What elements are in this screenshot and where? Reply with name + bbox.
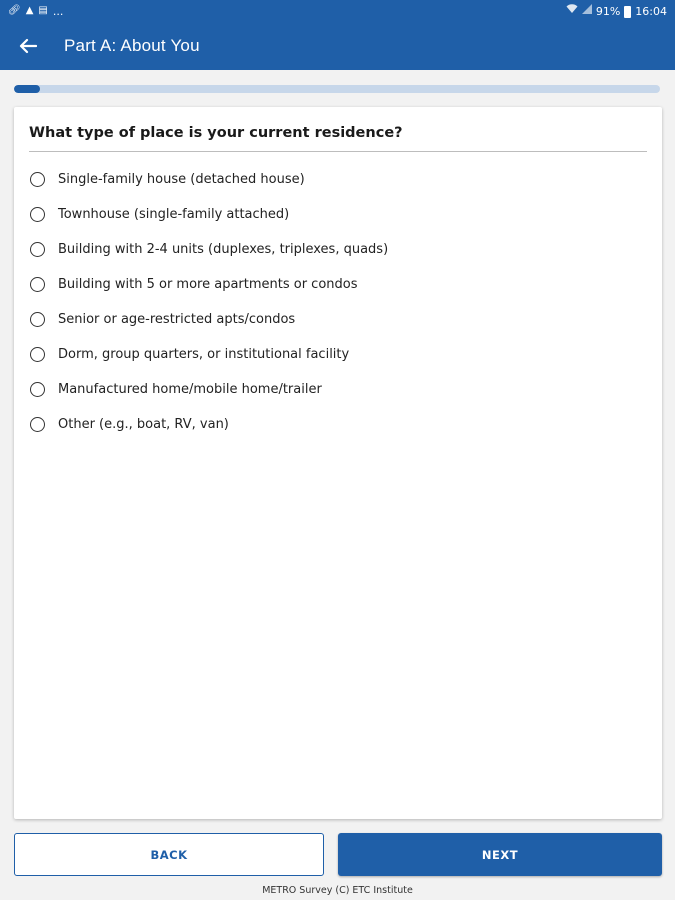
footer-text: METRO Survey (C) ETC Institute (262, 885, 413, 896)
divider (29, 151, 647, 152)
radio-button[interactable] (30, 382, 45, 397)
signal-icon (582, 4, 592, 19)
question-card (14, 107, 662, 819)
status-overflow: ... (52, 4, 64, 18)
warning-icon: ▲ (25, 5, 34, 16)
radio-button[interactable] (30, 312, 45, 327)
radio-button[interactable] (30, 207, 45, 222)
option-label: Building with 5 or more apartments or condos (58, 277, 358, 292)
arrow-left-icon[interactable] (14, 32, 42, 60)
status-bar (0, 0, 675, 22)
option-senior[interactable] (29, 302, 647, 337)
back-button[interactable]: BACK (14, 833, 324, 876)
option-label: Townhouse (single-family attached) (58, 207, 290, 222)
progress-bar (14, 85, 660, 93)
next-button[interactable]: NEXT (338, 833, 662, 876)
battery-icon (624, 6, 631, 18)
option-label: Senior or age-restricted apts/condos (58, 312, 296, 327)
radio-button[interactable] (30, 242, 45, 257)
option-label: Manufactured home/mobile home/trailer (58, 382, 322, 397)
status-time: 16:04 (635, 5, 667, 18)
status-left (8, 4, 63, 18)
message-icon: ▤ (38, 5, 48, 16)
option-other[interactable] (29, 407, 647, 442)
question-text: What type of place is your current residence? (29, 125, 403, 141)
option-dorm[interactable] (29, 337, 647, 372)
battery-percent: 91% (595, 5, 621, 18)
status-right (566, 4, 667, 19)
option-manufactured-home[interactable] (29, 372, 647, 407)
wifi-icon (566, 4, 578, 19)
radio-button[interactable] (30, 277, 45, 292)
option-label: Building with 2-4 units (duplexes, triplexes, quads) (58, 242, 389, 257)
option-2-4-units[interactable] (29, 232, 647, 267)
option-single-family[interactable] (29, 162, 647, 197)
option-label: Dorm, group quarters, or institutional facility (58, 347, 350, 362)
option-townhouse[interactable] (29, 197, 647, 232)
option-5-plus-apartments[interactable] (29, 267, 647, 302)
app-bar (0, 22, 675, 70)
option-label: Single-family house (detached house) (58, 172, 305, 187)
option-label: Other (e.g., boat, RV, van) (58, 417, 229, 432)
page-title: Part A: About You (64, 36, 200, 55)
progress-fill (14, 85, 40, 93)
radio-button[interactable] (30, 172, 45, 187)
radio-button[interactable] (30, 417, 45, 432)
radio-button[interactable] (30, 347, 45, 362)
options-list (29, 162, 647, 442)
link-icon: 🔗︎ (8, 5, 21, 16)
